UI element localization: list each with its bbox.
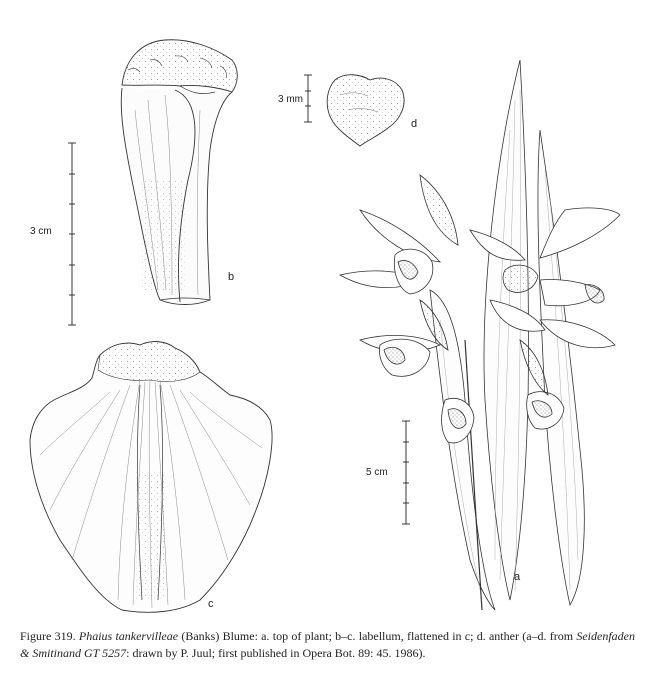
labellum-rolled-drawing (121, 40, 237, 305)
figure-caption (20, 628, 635, 662)
caption-collector: Seidenfaden & Smitinand GT 5257 (20, 629, 636, 660)
scale-label-3mm: 3 mm (278, 94, 303, 105)
anther-drawing (327, 75, 404, 146)
scale-bar-3cm (68, 143, 76, 325)
labellum-flattened-drawing (30, 342, 272, 613)
label-d: d (411, 118, 418, 130)
caption-species-name: Phaius tankervilleae (78, 629, 179, 643)
scale-bar-3mm (304, 75, 312, 122)
plant-drawing (340, 60, 620, 610)
label-b: b (228, 271, 235, 283)
label-c: c (208, 598, 214, 610)
caption-description: (Banks) Blume: a. top of plant; b–c. labellum, flattened in c; d. anther (a–d. from (178, 629, 577, 643)
label-a: a (514, 571, 521, 583)
scale-bar-5cm (402, 421, 410, 524)
caption-figure-number: Figure 319. (20, 629, 76, 643)
caption-credit: : drawn by P. Juul; first published in Opera Bot. 89: 45. 1986). (126, 646, 426, 660)
scale-label-3cm: 3 cm (30, 226, 52, 237)
scale-label-5cm: 5 cm (366, 467, 388, 478)
